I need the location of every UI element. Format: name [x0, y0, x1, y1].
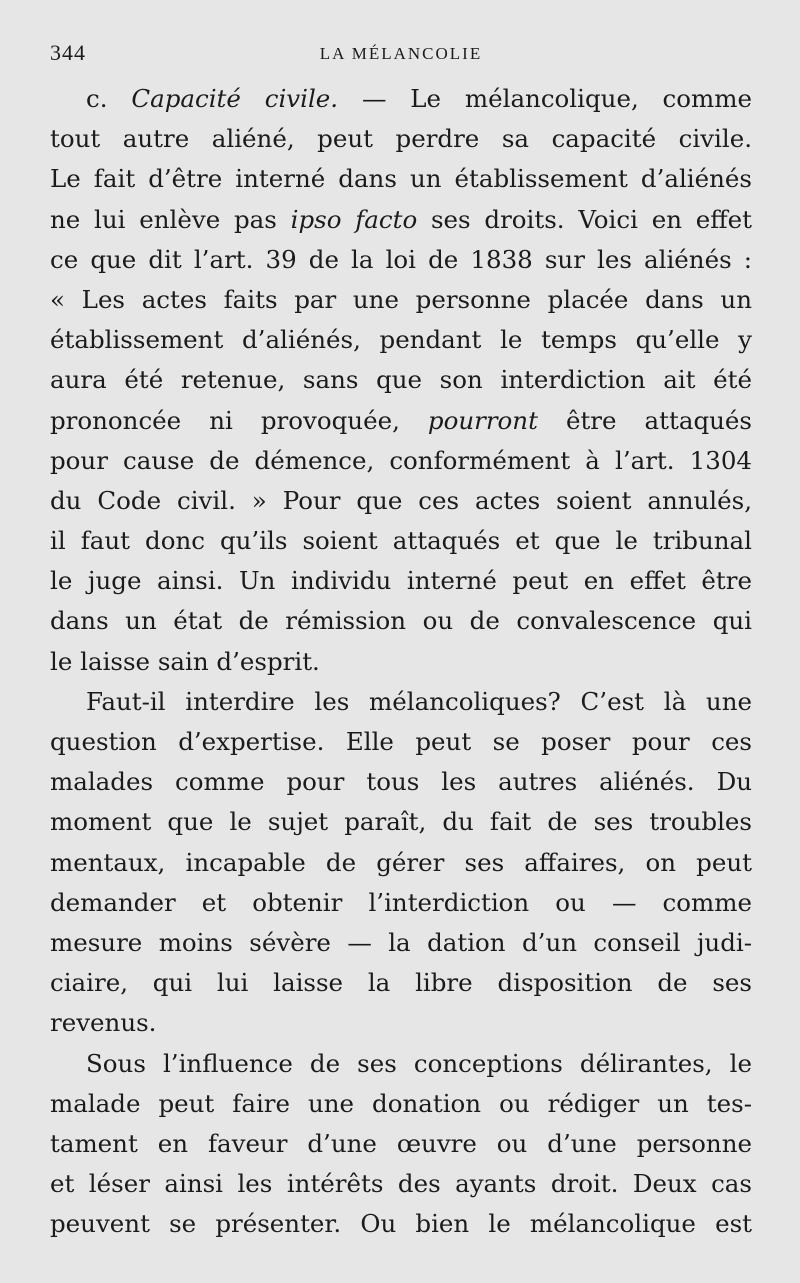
text-line: le juge ainsi. Un individu interné peut en effet être — [50, 566, 752, 596]
text-line: ciaire, qui lui laisse la libre disposition de ses — [50, 968, 752, 998]
text-line: et léser ainsi les intérêts des ayants droit. Deux cas — [50, 1169, 752, 1199]
text-line: ne lui enlève pas ipso facto ses droits. Voici en effet — [50, 204, 752, 234]
text-line: aura été retenue, sans que son interdiction ait été — [50, 365, 752, 395]
paragraph — [50, 1044, 752, 1245]
text-line: mentaux, incapable de gérer ses affaires, on peut — [50, 847, 752, 877]
text-line: tout autre aliéné, peut perdre sa capacité civile. — [50, 124, 752, 154]
text-line: du Code civil. » Pour que ces actes soient annulés, — [50, 485, 752, 515]
text-line: tament en faveur d’une œuvre ou d’une personne — [50, 1128, 752, 1158]
body-text — [50, 79, 752, 1244]
text-line: demander et obtenir l’interdiction ou — comme — [50, 887, 752, 917]
text-line: c. Capacité civile. — Le mélancolique, comme — [86, 84, 752, 113]
page-number: 344 — [50, 40, 86, 65]
italic-phrase: pourront — [427, 405, 538, 435]
text-line: prononcée ni provoquée, pourront être attaqués — [50, 405, 752, 435]
text-line: ce que dit l’art. 39 de la loi de 1838 sur les aliénés : — [50, 244, 752, 274]
text-line: dans un état de rémission ou de convalescence qui — [50, 606, 752, 636]
paragraph — [50, 682, 752, 1044]
text-line: malade peut faire une donation ou rédiger un tes- — [50, 1088, 752, 1118]
page-header — [50, 40, 752, 70]
text-line: moment que le sujet paraît, du fait de ses troubles — [50, 807, 752, 837]
text-line: malades comme pour tous les autres aliénés. Du — [50, 767, 752, 797]
text-line: mesure moins sévère — la dation d’un conseil judi- — [50, 927, 752, 957]
text-line: question d’expertise. Elle peut se poser pour ces — [50, 727, 752, 756]
italic-phrase: ipso facto — [290, 204, 418, 234]
text-line: établissement d’aliénés, pendant le temps qu’elle y — [50, 325, 752, 355]
text-line: le laisse sain d’esprit. — [50, 646, 320, 676]
text-line: Sous l’influence de ses conceptions délirantes, le — [86, 1048, 752, 1078]
text-line: revenus. — [50, 1008, 157, 1038]
running-title: LA MÉLANCOLIE — [319, 44, 483, 63]
text-line: il faut donc qu’ils soient attaqués et que le tribunal — [50, 526, 752, 556]
section-heading: Capacité civile. — [131, 84, 339, 113]
text-line: « Les actes faits par une personne placée dans un — [50, 284, 752, 314]
text-line: peuvent se présenter. Ou bien le mélancolique est — [50, 1209, 752, 1239]
paragraph — [50, 79, 752, 682]
text-line: Faut-il interdire les mélancoliques? C’est là une — [86, 686, 752, 716]
text-line: Le fait d’être interné dans un établissement d’aliénés — [50, 164, 752, 194]
text-line: pour cause de démence, conformément à l’art. 1304 — [50, 445, 752, 475]
